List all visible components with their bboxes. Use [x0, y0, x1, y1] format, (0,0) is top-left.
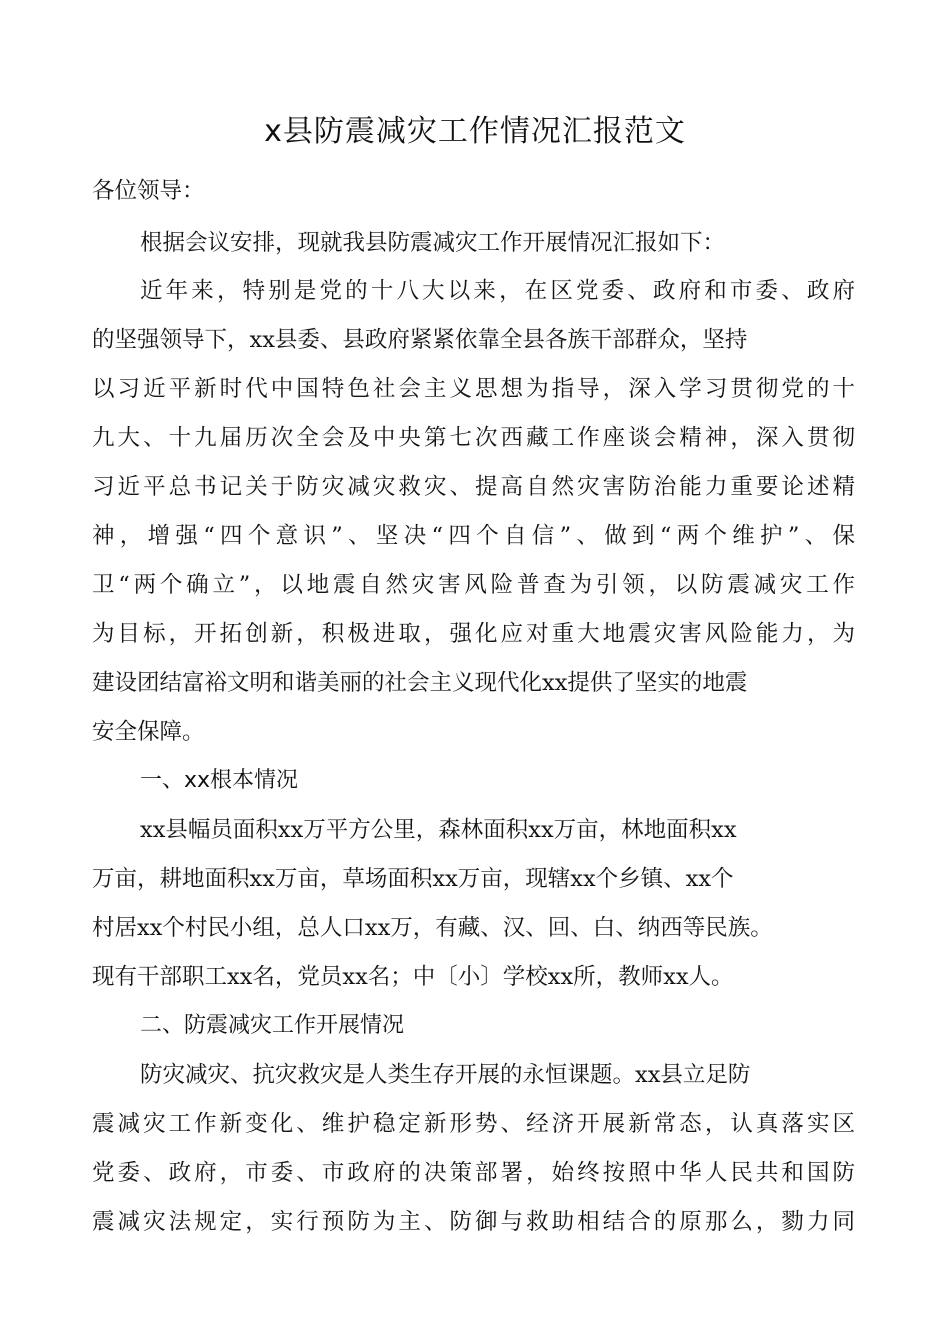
paragraph-line: 神，增强“四个意识”、坚决“四个自信”、做到“两个维护”、保	[92, 523, 855, 549]
paragraph-line: 建设团结富裕文明和谐美丽的社会主义现代化xx提供了坚实的地震	[92, 670, 748, 696]
paragraph-line: 根据会议安排，现就我县防震减灾工作开展情况汇报如下：	[140, 230, 726, 256]
paragraph-line: 万亩，耕地面积xx万亩，草场面积xx万亩，现辖xx个乡镇、xx个	[92, 866, 734, 892]
paragraph-line: xx县幅员面积xx万平方公里，森林面积xx万亩，林地面积xx	[140, 817, 737, 843]
paragraph-line: 为目标，开拓创新，积极进取，强化应对重大地震灾害风险能力，为	[92, 621, 855, 647]
paragraph-line: 村居xx个村民小组，总人口xx万，有藏、汉、回、白、纳西等民族。	[92, 915, 773, 941]
paragraph-line: 以习近平新时代中国特色社会主义思想为指导，深入学习贯彻党的十	[92, 376, 855, 402]
paragraph-line: 近年来，特别是党的十八大以来，在区党委、政府和市委、政府	[140, 278, 855, 304]
paragraph-line: 现有干部职工xx名，党员xx名；中〔小〕学校xx所，教师xx人。	[92, 964, 734, 990]
paragraph-line: 卫“两个确立”，以地震自然灾害风险普查为引领，以防震减灾工作	[92, 572, 855, 598]
paragraph-line: 习近平总书记关于防灾减灾救灾、提高自然灾害防治能力重要论述精	[92, 474, 855, 500]
salutation: 各位领导：	[92, 178, 205, 204]
paragraph-line: 的坚强领导下，xx县委、县政府紧紧依靠全县各族干部群众，坚持	[92, 327, 748, 353]
paragraph-line: 党委、政府，市委、市政府的决策部署，始终按照中华人民共和国防	[92, 1160, 855, 1186]
paragraph-line: 震减灾工作新变化、维护稳定新形势、经济开展新常态，认真落实区	[92, 1111, 855, 1137]
paragraph-line: 九大、十九届历次全会及中央第七次西藏工作座谈会精神，深入贯彻	[92, 425, 855, 451]
document-title: x县防震减灾工作情况汇报范文	[264, 114, 686, 149]
paragraph-line: 防灾减灾、抗灾救灾是人类生存开展的永恒课题。xx县立足防	[140, 1062, 751, 1088]
paragraph-line: 安全保障。	[92, 719, 205, 745]
paragraph-line: 震减灾法规定，实行预防为主、防御与救助相结合的原那么，勠力同	[92, 1209, 855, 1235]
section-heading: 二、防震减灾工作开展情况	[140, 1013, 405, 1038]
section-heading: 一、xx根本情况	[140, 768, 299, 793]
